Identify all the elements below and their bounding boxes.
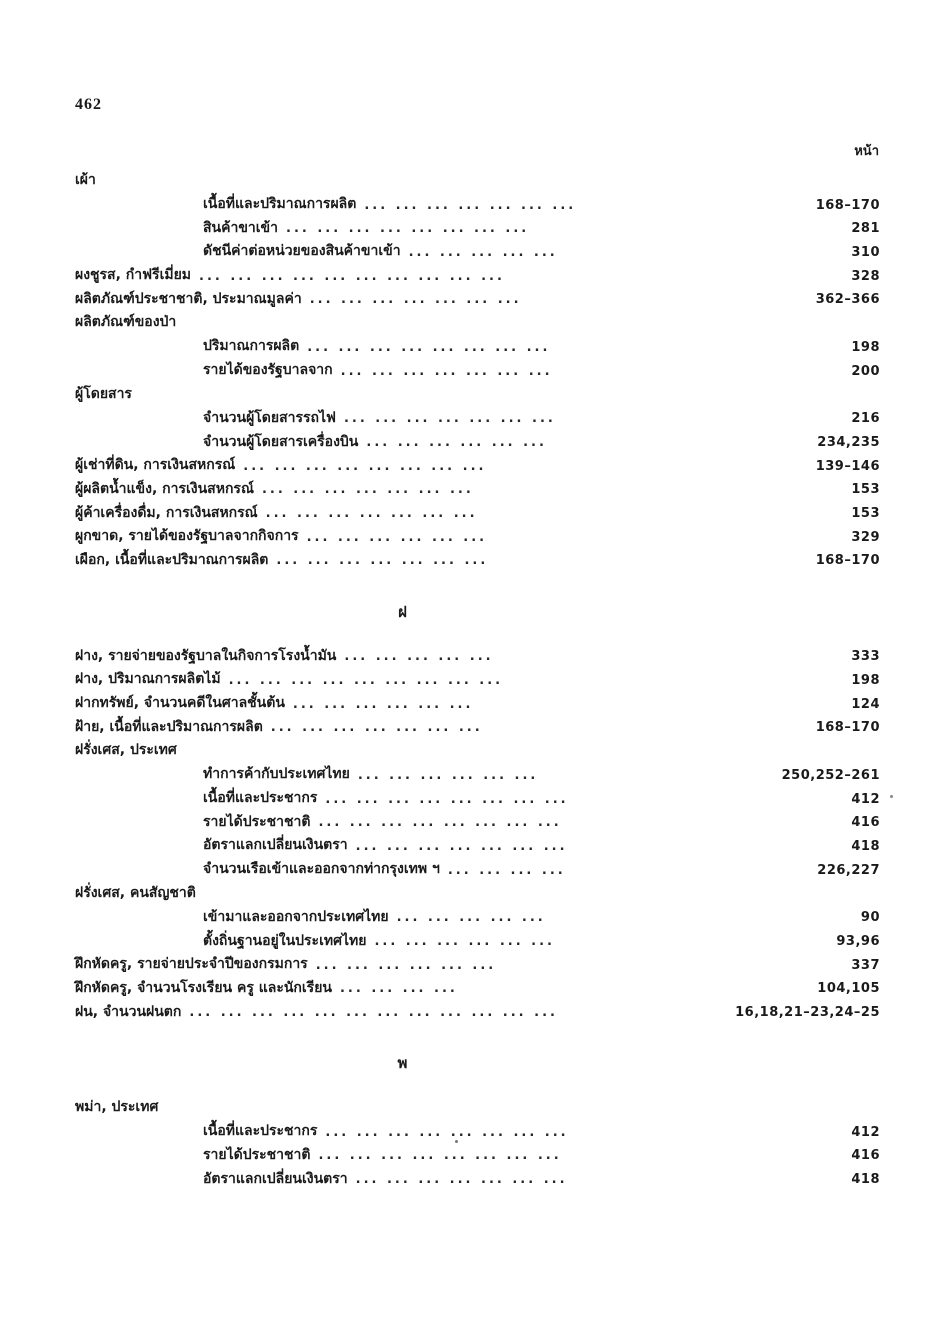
index-entry-page-numbers: 416 xyxy=(851,815,880,831)
index-entry-row xyxy=(75,859,880,881)
index-entry-page-numbers: 337 xyxy=(851,957,880,973)
index-entry-label: จำนวนผู้โดยสารเครื่องบิน xyxy=(203,433,359,450)
index-entry-page-numbers: 168–170 xyxy=(815,720,880,736)
index-entry-row xyxy=(75,265,880,287)
index-entry-label: เผือก, เนื้อที่และปริมาณการผลิต xyxy=(75,551,269,568)
index-entry-row xyxy=(75,931,880,953)
index-entry-label: รายได้ของรัฐบาลจาก xyxy=(203,362,333,379)
index-entry-row xyxy=(75,241,880,263)
index-entry-label: ฝาง, รายจ่ายของรัฐบาลในกิจการโรงน้ำมัน xyxy=(75,647,337,664)
index-entry-label: ทำการค้ากับประเทศไทย xyxy=(203,766,350,783)
leader-dots: ... ... ... ... ... ... ... xyxy=(276,553,489,569)
index-entry-page-numbers: 168–170 xyxy=(815,553,880,569)
leader-dots: ... ... ... ... ... ... ... ... ... ... ... ... xyxy=(189,1005,558,1021)
index-entry-label: ผูกขาด, รายได้ของรัฐบาลจากกิจการ xyxy=(75,528,299,545)
index-entry-row xyxy=(75,218,880,240)
column-header-page: หน้า xyxy=(854,144,879,159)
leader-dots: ... ... ... ... xyxy=(447,862,566,878)
index-entry-page-numbers: 93,96 xyxy=(836,934,880,950)
leader-dots: ... ... ... ... ... ... ... xyxy=(355,838,568,854)
index-entry-label: ฝาง, ปริมาณการผลิตไม้ xyxy=(75,671,221,688)
leader-dots: ... ... ... ... ... ... ... xyxy=(270,720,483,736)
index-entry-page-numbers: 168–170 xyxy=(815,197,880,213)
index-entry-page-numbers: 153 xyxy=(851,506,880,522)
index-entry-label: เนื้อที่และปริมาณการผลิต xyxy=(203,196,357,212)
index-entry-row xyxy=(75,764,880,786)
index-entry-page-numbers: 198 xyxy=(851,672,880,688)
leader-dots: ... ... ... ... ... ... ... ... xyxy=(318,1148,562,1164)
leader-dots: ... ... ... ... ... ... xyxy=(374,934,555,950)
index-entry-label: ฝากทรัพย์, จำนวนคดีในศาลชั้นต้น xyxy=(75,695,285,711)
index-entry-label: ผงชูรส, กำฟรีเมี่ยม xyxy=(75,267,192,284)
leader-dots: ... ... ... ... ... ... xyxy=(306,529,488,545)
index-group-heading: เผ้า xyxy=(75,172,96,188)
index-entry-label: เนื้อที่และประชากร xyxy=(203,790,318,807)
leader-dots: ... ... ... ... ... ... ... ... xyxy=(325,791,569,807)
section-letter-heading: พ xyxy=(397,1054,408,1073)
index-entry-label: เข้ามาและออกจากประเทศไทย xyxy=(203,908,389,925)
leader-dots: ... ... ... ... xyxy=(339,981,458,997)
leader-dots: ... ... ... ... ... ... ... xyxy=(343,411,556,427)
index-entry-row xyxy=(75,693,880,715)
leader-dots: ... ... ... ... ... ... ... ... ... ... xyxy=(199,268,505,284)
leader-dots: ... ... ... ... ... ... ... ... xyxy=(243,458,487,474)
index-entry-page-numbers: 104,105 xyxy=(817,981,880,997)
index-entry-page-numbers: 328 xyxy=(851,268,880,284)
index-entry-label: จำนวนเรือเข้าและออกจากท่ากรุงเทพ ฯ xyxy=(203,861,440,878)
leader-dots: ... ... ... ... ... ... ... ... xyxy=(286,221,530,237)
index-entry-row xyxy=(75,835,880,857)
index-entry-label: อัตราแลกเปลี่ยนเงินตรา xyxy=(203,837,348,854)
index-entry-label: สินค้าขาเข้า xyxy=(203,219,278,236)
index-entry-label: ฝึกหัดครู, รายจ่ายประจำปีของกรมการ xyxy=(75,956,308,973)
index-group-heading: พม่า, ประเทศ xyxy=(75,1099,159,1116)
index-entry-page-numbers: 418 xyxy=(851,838,880,854)
index-entry-label: ผู้เช่าที่ดิน, การเงินสหกรณ์ xyxy=(75,457,236,474)
index-entry-row xyxy=(75,479,880,501)
index-entry-row xyxy=(75,1145,880,1167)
index-entry-row xyxy=(75,550,880,572)
index-entry-page-numbers: 226,227 xyxy=(817,862,880,878)
index-entry-label: ปริมาณการผลิต xyxy=(203,338,300,355)
leader-dots: ... ... ... ... ... xyxy=(408,244,558,260)
index-entry-page-numbers: 310 xyxy=(851,244,880,260)
index-entry-label: อัตราแลกเปลี่ยนเงินตรา xyxy=(203,1170,348,1187)
index-entry-label: ตั้งถิ่นฐานอยู่ในประเทศไทย xyxy=(203,932,367,949)
index-entry-page-numbers: 250,252–261 xyxy=(781,767,880,783)
leader-dots: ... ... ... ... ... ... ... xyxy=(364,197,577,213)
index-entry-row xyxy=(75,978,880,1000)
leader-dots: ... ... ... ... ... ... ... xyxy=(265,506,478,522)
leader-dots: ... ... ... ... ... ... xyxy=(366,435,547,451)
index-entry-row xyxy=(75,669,880,691)
leader-dots: ... ... ... ... ... ... xyxy=(292,696,474,712)
speck-artifact-2 xyxy=(890,795,893,798)
index-entry-label: รายได้ประชาชาติ xyxy=(203,1146,311,1163)
index-entry-label: ฝน, จำนวนฝนตก xyxy=(75,1003,182,1020)
index-entry-label: ผลิตภัณฑ์ประชาชาติ, ประมาณมูลค่า xyxy=(75,290,302,307)
leader-dots: ... ... ... ... ... ... ... ... xyxy=(325,1124,569,1140)
index-group-heading: ฝรั่งเศส, คนสัญชาติ xyxy=(75,884,196,901)
index-entry-row xyxy=(75,289,880,311)
speck-artifact xyxy=(455,1140,458,1143)
leader-dots: ... ... ... ... ... ... ... ... ... xyxy=(228,672,504,688)
index-entry-row xyxy=(75,360,880,382)
leader-dots: ... ... ... ... ... xyxy=(396,910,546,926)
index-entry-label: ฝ้าย, เนื้อที่และปริมาณการผลิต xyxy=(75,718,263,735)
index-entry-row xyxy=(75,1169,880,1191)
index-entry-row xyxy=(75,1002,880,1024)
index-entry-page-numbers: 153 xyxy=(851,482,880,498)
index-entry-page-numbers: 200 xyxy=(851,363,880,379)
index-entry-row xyxy=(75,526,880,548)
index-entry-page-numbers: 16,18,21–23,24–25 xyxy=(735,1005,880,1021)
index-entry-row xyxy=(75,408,880,430)
index-group-heading: ฝรั่งเศส, ประเทศ xyxy=(75,742,177,759)
index-entry-page-numbers: 90 xyxy=(860,910,880,926)
leader-dots: ... ... ... ... ... ... ... xyxy=(340,363,553,379)
index-group-heading: ผู้โดยสาร xyxy=(75,385,132,402)
index-entry-label: รายได้ประชาชาติ xyxy=(203,813,311,830)
index-entry-row xyxy=(75,954,880,976)
leader-dots: ... ... ... ... ... ... ... xyxy=(355,1172,568,1188)
index-entry-page-numbers: 412 xyxy=(851,791,880,807)
leader-dots: ... ... ... ... ... ... ... ... xyxy=(307,339,551,355)
index-entry-page-numbers: 416 xyxy=(851,1148,880,1164)
index-entry-row xyxy=(75,194,880,216)
index-entry-page-numbers: 362–366 xyxy=(815,292,880,308)
index-entry-label: ผู้ค้าเครื่องดื่ม, การเงินสหกรณ์ xyxy=(75,504,258,521)
index-entry-row xyxy=(75,1121,880,1143)
index-entry-page-numbers: 333 xyxy=(851,649,880,665)
index-entry-row xyxy=(75,812,880,834)
leader-dots: ... ... ... ... ... ... ... ... xyxy=(318,815,562,831)
index-entry-page-numbers: 139–146 xyxy=(815,458,880,474)
index-entry-row xyxy=(75,455,880,477)
index-entry-row xyxy=(75,788,880,810)
index-entry-page-numbers: 124 xyxy=(851,696,880,712)
index-entry-label: เนื้อที่และประชากร xyxy=(203,1123,318,1140)
index-entry-page-numbers: 418 xyxy=(851,1172,880,1188)
index-entry-list xyxy=(75,170,880,1192)
leader-dots: ... ... ... ... ... ... ... xyxy=(261,482,474,498)
index-group-heading: ผลิตภัณฑ์ของป่า xyxy=(75,314,177,331)
index-entry-row xyxy=(75,717,880,739)
index-entry-page-numbers: 412 xyxy=(851,1124,880,1140)
leader-dots: ... ... ... ... ... xyxy=(344,649,494,665)
index-entry-page-numbers: 198 xyxy=(851,339,880,355)
index-entry-label: ฝึกหัดครู, จำนวนโรงเรียน ครู และนักเรียน xyxy=(75,979,332,996)
index-entry-row xyxy=(75,503,880,525)
index-entry-row xyxy=(75,336,880,358)
index-entry-page-numbers: 234,235 xyxy=(817,435,880,451)
leader-dots: ... ... ... ... ... ... ... xyxy=(309,292,522,308)
index-entry-row xyxy=(75,907,880,929)
index-entry-page-numbers: 281 xyxy=(851,221,880,237)
index-entry-row xyxy=(75,646,880,668)
leader-dots: ... ... ... ... ... ... xyxy=(357,767,539,783)
index-entry-label: ดัชนีค่าต่อหน่วยของสินค้าขาเข้า xyxy=(203,243,401,260)
index-entry-row xyxy=(75,432,880,454)
section-letter-heading: ฝ xyxy=(398,602,407,621)
index-entry-label: จำนวนผู้โดยสารรถไฟ xyxy=(203,409,336,426)
index-entry-label: ผู้ผลิตน้ำแข็ง, การเงินสหกรณ์ xyxy=(75,480,254,497)
index-entry-page-numbers: 329 xyxy=(851,529,880,545)
leader-dots: ... ... ... ... ... ... xyxy=(315,957,497,973)
index-entry-page-numbers: 216 xyxy=(851,411,880,427)
page-number: 462 xyxy=(75,96,102,113)
